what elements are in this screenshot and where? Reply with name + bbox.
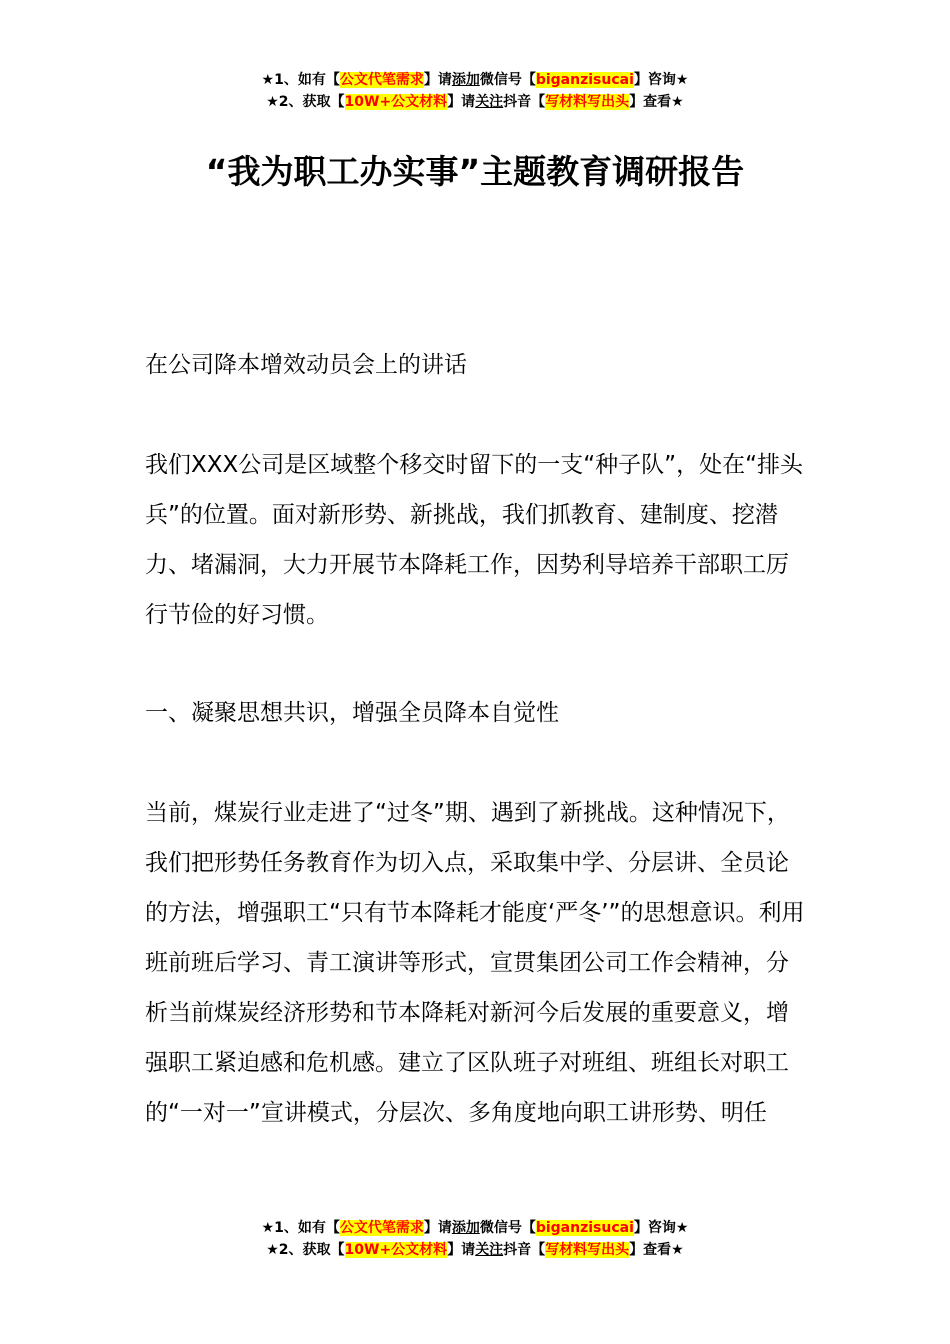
banner-text: ★1、如有【: [261, 1220, 340, 1236]
banner-text: ★1、如有【: [261, 72, 340, 88]
banner-highlight: 写材料写出头: [545, 1242, 630, 1258]
document-title: “我为职工办实事”主题教育调研报告: [205, 152, 745, 191]
section-heading: 一、凝聚思想共识，增强全员降本自觉性: [145, 700, 559, 726]
banner-text: 】咨询★: [633, 1220, 689, 1236]
banner-highlight: biganzisucai: [535, 72, 634, 88]
banner-line-2: [0, 1239, 950, 1261]
paragraph-section-1: 当前，煤炭行业走进了“过冬”期、遇到了新挑战。这种情况下，我们把形势任务教育作为切入点，采取集中学、分层讲、全员论的方法，增强职工“只有节本降耗才能度‘严冬’”的思想意识。利用班前班后学习、青工演讲等形式，宣贯集团公司工作会精神，分析当前煤炭经济形势和节本降耗对新河今后发展的重要意义，增强职工紧迫感和危机感。建立了区队班子对班组、班组长对职工的“一对一”宣讲模式，分层次、多角度地向职工讲形势、明任: [145, 800, 805, 1126]
banner-highlight: 公文代笔需求: [339, 72, 424, 88]
banner-text: 】请: [447, 94, 476, 110]
banner-text: 抖音【: [503, 94, 546, 110]
paragraph-intro: 我们XXX公司是区域整个移交时留下的一支“种子队”，处在“排头兵”的位置。面对新形势、新挑战，我们抓教育、建制度、挖潜力、堵漏洞，大力开展节本降耗工作，因势利导培养干部职工厉行节俭的好习惯。: [145, 452, 804, 628]
banner-text: 】咨询★: [633, 72, 689, 88]
banner-text: 】查看★: [629, 94, 684, 110]
banner-highlight: 写材料写出头: [545, 94, 630, 110]
banner-highlight: 公文代笔需求: [339, 1220, 424, 1236]
banner-text: 】查看★: [629, 1242, 684, 1258]
banner-highlight: 10W+公文材料: [344, 94, 448, 110]
banner-line-1: [0, 69, 950, 91]
banner-text: 微信号【: [479, 1220, 536, 1236]
banner-line-2: [0, 91, 950, 113]
banner-text: ★2、获取【: [266, 1242, 345, 1258]
banner-text: ★2、获取【: [266, 94, 345, 110]
banner-text: 】请: [447, 1242, 476, 1258]
footer-banner: [0, 1217, 950, 1261]
banner-underline: 关注: [475, 94, 504, 110]
banner-underline: 添加: [451, 72, 480, 88]
banner-underline: 关注: [475, 1242, 504, 1258]
banner-text: 】请: [423, 1220, 452, 1236]
banner-text: 】请: [423, 72, 452, 88]
banner-line-1: [0, 1217, 950, 1239]
document-subtitle: 在公司降本增效动员会上的讲话: [145, 352, 467, 378]
banner-text: 微信号【: [479, 72, 536, 88]
banner-highlight: biganzisucai: [535, 1220, 634, 1236]
banner-text: 抖音【: [503, 1242, 546, 1258]
banner-highlight: 10W+公文材料: [344, 1242, 448, 1258]
banner-underline: 添加: [451, 1220, 480, 1236]
header-banner: [0, 69, 950, 113]
